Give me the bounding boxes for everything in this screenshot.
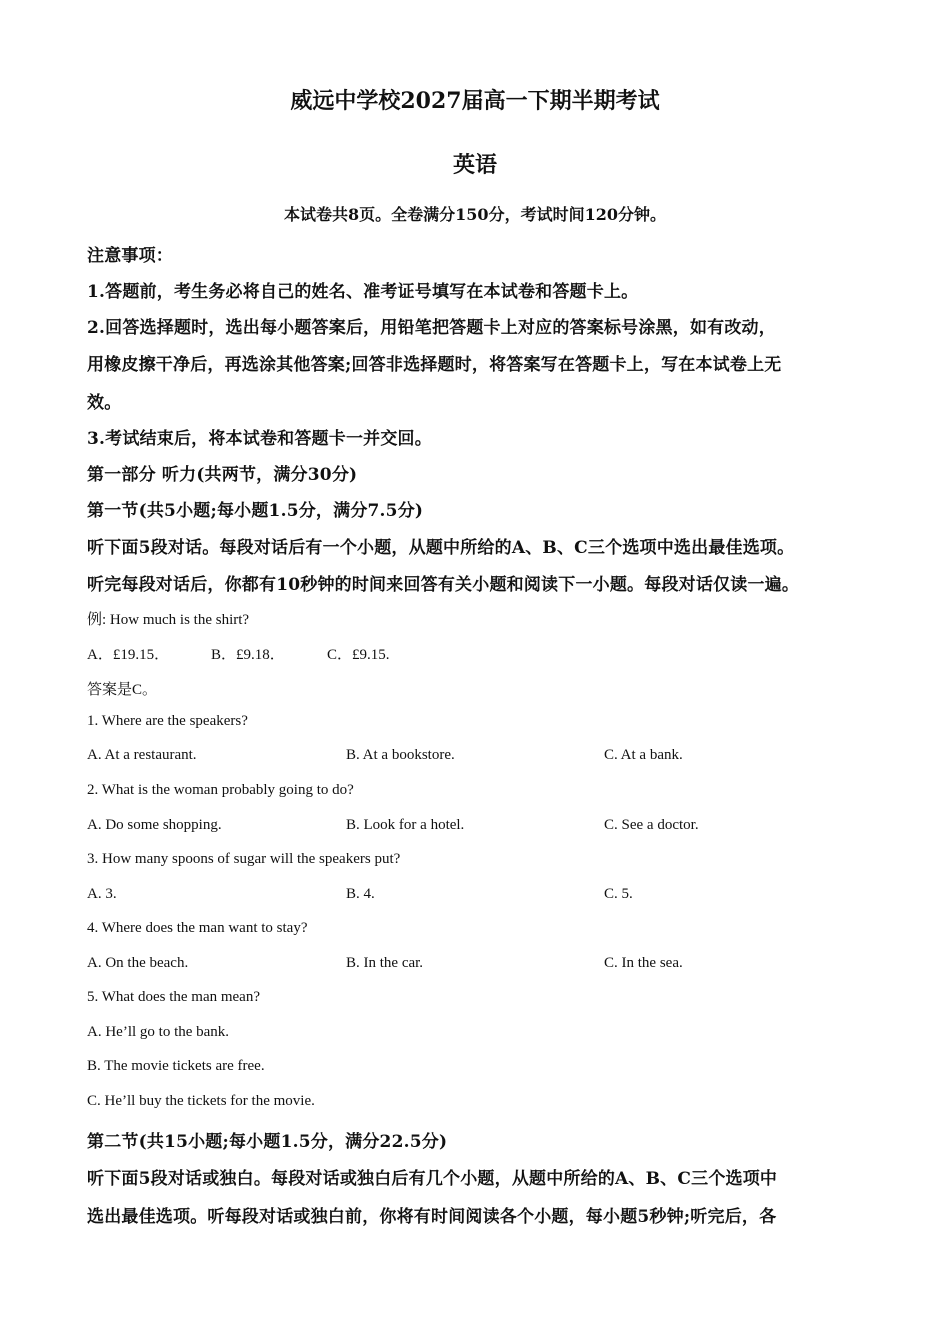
question-5-option-a: A. He’ll go to the bank.	[87, 1024, 230, 1040]
note-item-2-line-2: 用橡皮擦干净后，再选涂其他答案;回答非选择题时，将答案写在答题卡上，写在本试卷上无	[87, 355, 782, 375]
question-1-option-b: B. At a bookstore.	[346, 747, 455, 763]
note-item-3: 3.考试结束后，将本试卷和答题卡一并交回。	[87, 429, 432, 449]
question-5: 5. What does the man mean?	[87, 989, 260, 1005]
example-option-c: C．£9.15.	[327, 647, 390, 663]
section2-instruction-line-1: 听下面5段对话或独白。每段对话或独白后有几个小题，从题中所给的A、B、C三个选项中	[87, 1169, 778, 1189]
question-5-option-c: C. He’ll buy the tickets for the movie.	[87, 1093, 315, 1109]
example-answer: 答案是C。	[87, 682, 158, 698]
section1-heading: 第一节(共5小题;每小题1.5分，满分7.5分)	[87, 501, 424, 521]
exam-title: 威远中学校2027届高一下期半期考试	[290, 88, 660, 114]
question-3-option-c: C. 5.	[604, 886, 633, 902]
question-5-option-b: B. The movie tickets are free.	[87, 1058, 265, 1074]
question-1-option-a: A. At a restaurant.	[87, 747, 197, 763]
example-option-b: B．£9.18．	[211, 647, 285, 663]
section2-instruction-line-2: 选出最佳选项。听每段对话或独白前，你将有时间阅读各个小题，每小题5秒钟;听完后，各	[87, 1207, 777, 1227]
question-4-option-c: C. In the sea.	[604, 955, 683, 971]
section1-instruction-line-1: 听下面5段对话。每段对话后有一个小题，从题中所给的A、B、C三个选项中选出最佳选项。	[87, 538, 795, 558]
section2-heading: 第二节(共15小题;每小题1.5分，满分22.5分)	[87, 1132, 448, 1152]
question-4: 4. Where does the man want to stay?	[87, 920, 308, 936]
question-4-option-a: A. On the beach.	[87, 955, 189, 971]
question-1-option-c: C. At a bank.	[604, 747, 683, 763]
question-4-option-b: B. In the car.	[346, 955, 424, 971]
example-option-a: A．£19.15．	[87, 647, 170, 663]
section1-instruction-line-2: 听完每段对话后，你都有10秒钟的时间来回答有关小题和阅读下一小题。每段对话仅读一遍。	[87, 575, 800, 595]
question-3: 3. How many spoons of sugar will the speakers put?	[87, 851, 401, 867]
question-2-option-a: A. Do some shopping.	[87, 817, 222, 833]
question-1: 1. Where are the speakers?	[87, 713, 248, 729]
note-item-2-line-1: 2.回答选择题时，选出每小题答案后，用铅笔把答题卡上对应的答案标号涂黑，如有改动，	[87, 318, 776, 338]
part1-heading: 第一部分 听力(共两节，满分30分)	[87, 465, 358, 485]
question-2: 2. What is the woman probably going to do?	[87, 782, 354, 798]
note-item-1: 1.答题前，考生务必将自己的姓名、准考证号填写在本试卷和答题卡上。	[87, 282, 639, 302]
exam-info: 本试卷共8页。全卷满分150分，考试时间120分钟。	[284, 205, 666, 224]
question-2-option-c: C. See a doctor.	[604, 817, 699, 833]
subject-title: 英语	[452, 152, 497, 178]
question-3-option-b: B. 4.	[346, 886, 375, 902]
notes-heading: 注意事项：	[87, 246, 173, 266]
note-item-2-line-3: 效。	[87, 393, 122, 413]
question-2-option-b: B. Look for a hotel.	[346, 817, 465, 833]
question-3-option-a: A. 3.	[87, 886, 117, 902]
example-question: 例: How much is the shirt?	[87, 612, 250, 628]
